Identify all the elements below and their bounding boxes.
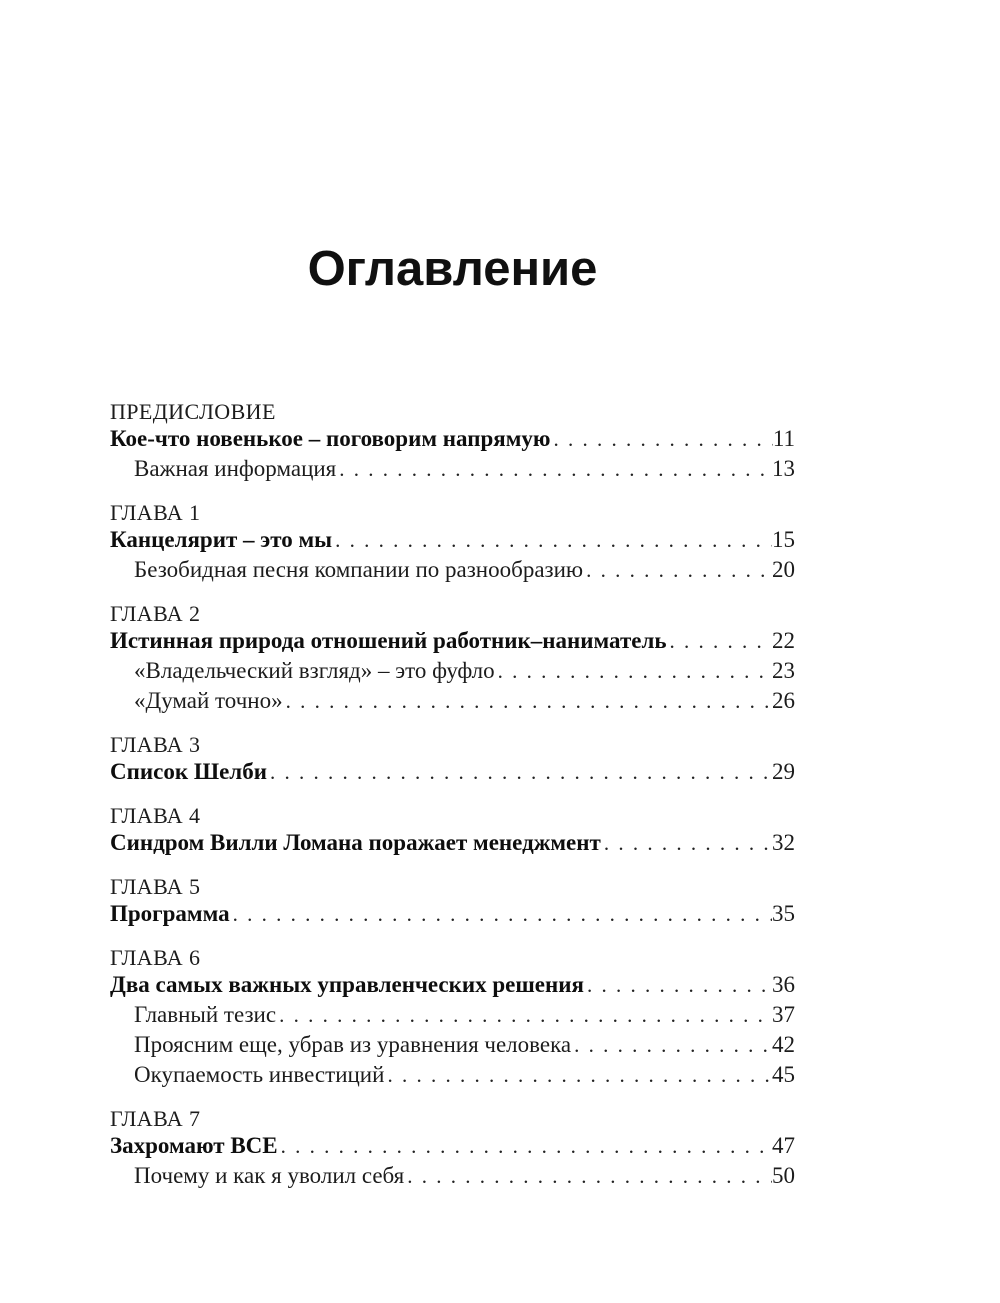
chapter-label: ГЛАВА 4 <box>110 803 201 828</box>
toc-entry-title: «Думай точно» <box>134 688 283 713</box>
toc-entry-page: 11 <box>772 426 795 451</box>
chapter-label: ПРЕДИСЛОВИЕ <box>110 399 276 424</box>
toc-entry <box>110 555 795 585</box>
toc-entry <box>110 828 795 858</box>
dot-leader <box>283 686 772 716</box>
toc-entry-title: Окупаемость инвестиций <box>134 1062 385 1087</box>
dot-leader <box>601 828 772 858</box>
toc-entry-page: 22 <box>772 628 795 653</box>
toc-entry-title: Почему и как я уволил себя <box>134 1163 405 1188</box>
toc-entry <box>110 1060 795 1090</box>
toc-entry <box>110 656 795 686</box>
toc-section <box>110 875 795 929</box>
toc-section <box>110 501 795 585</box>
toc-entry-page: 29 <box>772 759 795 784</box>
toc-entry <box>110 454 795 484</box>
page-content <box>110 0 795 1191</box>
toc-entry <box>110 525 795 555</box>
toc-entry <box>110 1000 795 1030</box>
dot-leader <box>278 1131 772 1161</box>
chapter-label: ГЛАВА 5 <box>110 874 201 899</box>
toc-entry-page: 35 <box>772 901 795 926</box>
toc-entry-page: 20 <box>772 557 795 582</box>
toc-entry <box>110 1161 795 1191</box>
toc-section <box>110 400 795 484</box>
chapter-label: ГЛАВА 6 <box>110 945 201 970</box>
page-title: Оглавление <box>307 242 598 296</box>
dot-leader <box>495 656 772 686</box>
toc-entry-page: 26 <box>772 688 795 713</box>
toc-entry-title: Проясним еще, убрав из уравнения человека <box>134 1032 572 1057</box>
toc-entry-title: «Владельческий взгляд» – это фуфло <box>134 658 495 683</box>
toc-entry-page: 32 <box>772 830 795 855</box>
toc-entry-title: Захромают ВСЕ <box>110 1133 278 1158</box>
dot-leader <box>404 1161 772 1191</box>
toc-entry <box>110 1131 795 1161</box>
toc-entry <box>110 626 795 656</box>
toc-entry-page: 23 <box>772 658 795 683</box>
dot-leader <box>276 1000 772 1030</box>
toc-entry-title: Кое-что новенькое – поговорим напрямую <box>110 426 551 451</box>
dot-leader <box>550 424 772 454</box>
toc-entry-page: 37 <box>772 1002 795 1027</box>
toc-entry <box>110 686 795 716</box>
dot-leader <box>571 1030 772 1060</box>
toc-section <box>110 733 795 787</box>
toc-section <box>110 946 795 1090</box>
toc-entry-page: 15 <box>772 527 795 552</box>
dot-leader <box>267 757 772 787</box>
toc-entry <box>110 757 795 787</box>
toc-entry <box>110 1030 795 1060</box>
dot-leader <box>584 970 772 1000</box>
toc-entry-title: Канцелярит – это мы <box>110 527 333 552</box>
toc-entry-page: 50 <box>772 1163 795 1188</box>
dot-leader <box>583 555 772 585</box>
chapter-label: ГЛАВА 7 <box>110 1106 201 1131</box>
toc-entry-title: Истинная природа отношений работник–наниматель <box>110 628 667 653</box>
chapter-label: ГЛАВА 2 <box>110 601 201 626</box>
toc-entry-title: Важная информация <box>134 456 337 481</box>
toc-entry-title: Два самых важных управленческих решения <box>110 972 584 997</box>
toc-entry <box>110 424 795 454</box>
chapter-label: ГЛАВА 3 <box>110 732 201 757</box>
toc-entry-title: Безобидная песня компании по разнообразию <box>134 557 584 582</box>
table-of-contents <box>110 400 795 1191</box>
toc-entry <box>110 899 795 929</box>
toc-entry <box>110 970 795 1000</box>
toc-entry-page: 42 <box>772 1032 795 1057</box>
toc-entry-title: Главный тезис <box>134 1002 277 1027</box>
dot-leader <box>230 899 772 929</box>
dot-leader <box>336 454 772 484</box>
chapter-label: ГЛАВА 1 <box>110 500 201 525</box>
toc-entry-title: Синдром Вилли Ломана поражает менеджмент <box>110 830 601 855</box>
toc-section <box>110 804 795 858</box>
dot-leader <box>667 626 772 656</box>
dot-leader <box>332 525 772 555</box>
toc-section <box>110 1107 795 1191</box>
toc-entry-page: 45 <box>772 1062 795 1087</box>
toc-entry-page: 36 <box>772 972 795 997</box>
toc-entry-page: 47 <box>772 1133 795 1158</box>
dot-leader <box>384 1060 772 1090</box>
toc-entry-title: Программа <box>110 901 230 926</box>
toc-section <box>110 602 795 716</box>
toc-entry-title: Список Шелби <box>110 759 267 784</box>
toc-entry-page: 13 <box>772 456 795 481</box>
